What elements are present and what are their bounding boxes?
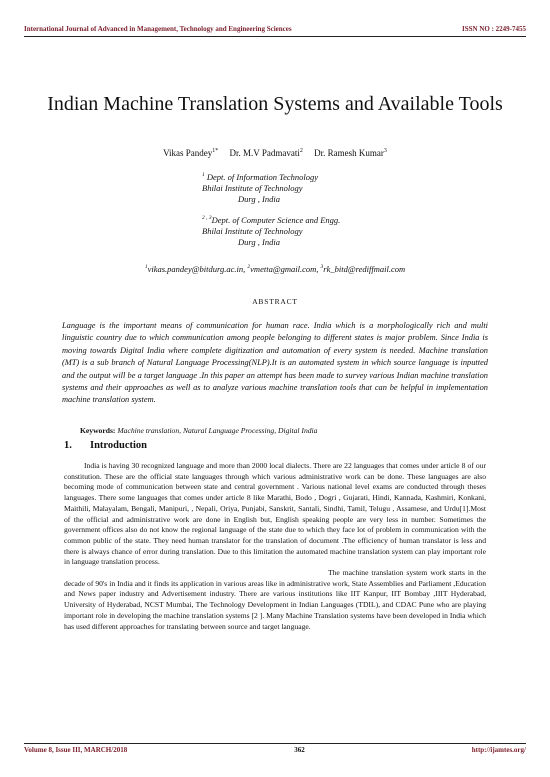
abstract-heading: ABSTRACT: [252, 297, 298, 306]
institution: Bhilai Institute of Technology: [202, 225, 303, 236]
paragraph: The machine translation system work starts in the decade of 90's in India and it finds its application in various areas like in administrative work, State Assemblies and Parliament ,Education and News paper industry and Advertisement industry. There are various institutions like IIT Kanpur, IIT Bombay ,IIIT Hyderabad, University of Hyderabad, NCST Mumbai, The Technology Development in Indian Languages (TDIL), and CDAC Pune who are playing important role in developing the machine translation systems [2 ]. Many Machine Translation systems have been developed in India which has used different approaches for translating between source and target language.: [64, 568, 486, 631]
department: Dept. of Information Technology: [206, 171, 318, 182]
institution: Bhilai Institute of Technology: [202, 182, 303, 193]
running-footer: [24, 746, 526, 754]
issn: ISSN NO : 2249-7455: [462, 25, 526, 33]
affiliation: [202, 213, 340, 248]
affiliation-mark: 2 , 3: [202, 215, 212, 221]
author-mark: 1*: [212, 148, 219, 154]
section-heading: [64, 440, 147, 451]
section-number: 1.: [64, 440, 72, 451]
volume-issue: Volume 8, Issue III, MARCH/2018: [24, 746, 128, 754]
affiliation: [202, 170, 318, 205]
affiliation-mark: 1: [202, 172, 205, 178]
email-mark: 2: [247, 264, 251, 271]
keywords-label: Keywords:: [80, 426, 116, 435]
author-list: [0, 148, 550, 158]
page-number: 362: [294, 746, 305, 754]
paper-title: Indian Machine Translation Systems and Available Tools: [47, 93, 503, 115]
location: Durg , India: [238, 236, 280, 247]
header-rule: [24, 36, 526, 37]
section-body: [64, 461, 486, 632]
keywords: [80, 426, 488, 435]
email-mark: 1: [144, 264, 148, 271]
journal-url[interactable]: http://ijamtes.org/: [471, 746, 526, 754]
location: Durg , India: [238, 193, 280, 204]
email-mark: 3: [320, 264, 324, 271]
author-name: Dr. M.V Padmavati: [229, 148, 300, 158]
email-address: vikas.pandey@bitdurg.ac.in,: [147, 264, 248, 274]
author-mark: 3: [383, 148, 387, 154]
paragraph: India is having 30 recognized language and more than 2000 local dialects. There are 22 languages that comes under article 8 of our constitution. These are the official state languages through which various administrative work can be done. These languages are also becoming mode of communication between state and central government . Various national level exams are conducted through theses languages. There some languages that comes under article 8 like Marathi, Bodo , Dogri , Gujarati, Hindi, Kannada, Kashmiri, Konkani, Maithili, Malayalam, Bengali, Manipuri, , Nepali, Oriya, Punjabi, Sanskrit, Santali, Sindhi, Tamil, Telugu , Assamese, and Urdu[1].Most of the official and administrative work are done in English but, English speaking people are very less in number. Sometimes the government offices also do not know the regional language of the state due to which they face lot of problem in communication with the common public of the state. They need human translator for the translation of document .The efficiency of human translator is less and there is always chance of error during translation. Due to this limitation the automated machine translation system can play important role in language translation process.: [64, 461, 486, 567]
author-name: Vikas Pandey: [163, 148, 213, 158]
email-address: vmetta@gmail.com,: [250, 264, 321, 274]
running-header: [24, 25, 526, 33]
section-title: Introduction: [90, 440, 147, 451]
department: Dept. of Computer Science and Engg.: [211, 214, 341, 225]
email-address: rk_bitd@rediffmail.com: [323, 264, 406, 274]
author-name: Dr. Ramesh Kumar: [314, 148, 384, 158]
abstract-text: Language is the important means of communication for human race. India which is a morphologically rich and multi linguistic country due to which communication among people belonging to different states is major problem. Since India is moving towards Digital India where complete digitization and automation of every system is needed. Machine translation (MT) is a sub branch of Natural Language Processing(NLP).It is an automated system in which source language is inputted and the output will be a target language .In this paper an attempt has been made to survey various Indian machine translation systems and their approaches as well as to analyze various machine translation tools that can be helpful in implementation machine translation system.: [62, 321, 488, 405]
journal-name: International Journal of Advanced in Management, Technology and Engineering Sciences: [24, 25, 292, 33]
keywords-text: Machine translation, Natural Language Processing, Digital India: [117, 426, 318, 435]
footer-rule: [24, 743, 526, 744]
author-mark: 2: [299, 148, 303, 154]
author-emails: [0, 264, 550, 274]
